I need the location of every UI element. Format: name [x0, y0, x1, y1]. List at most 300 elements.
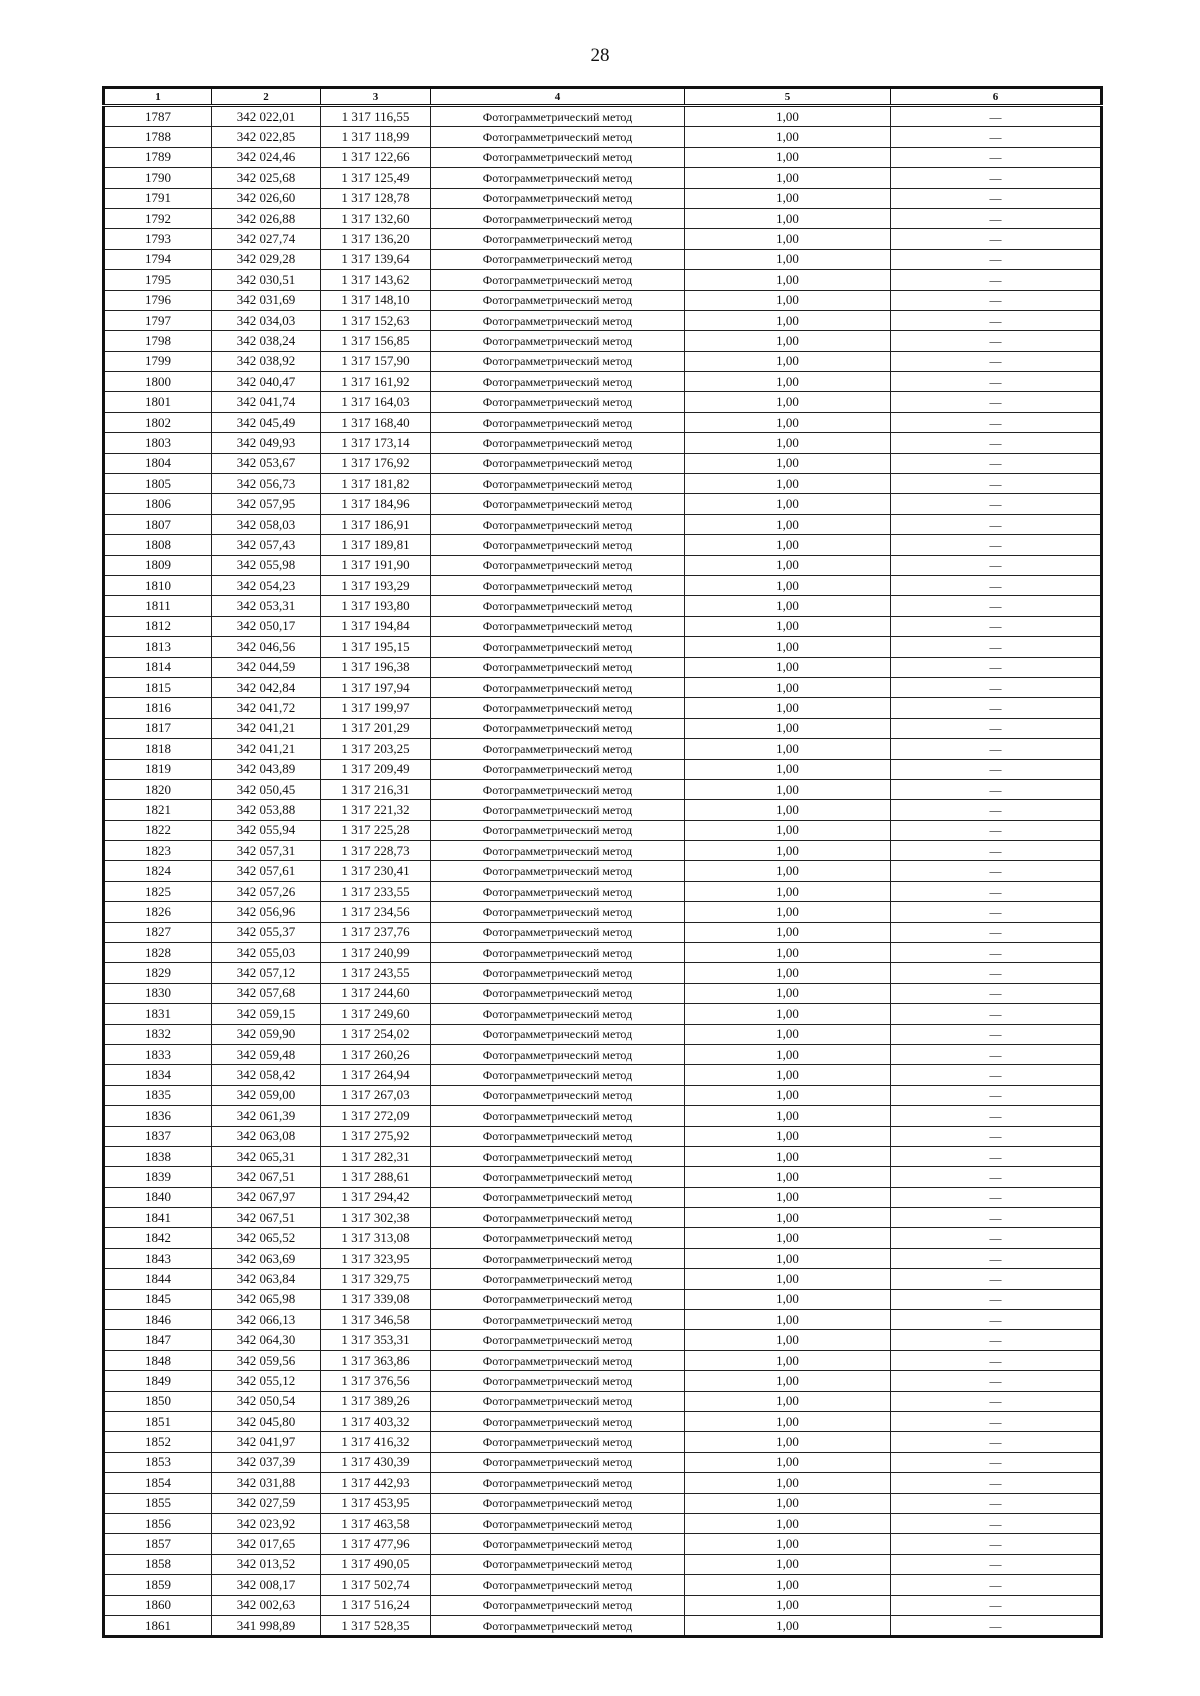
- point-number-cell: 1801: [104, 392, 212, 412]
- x-coordinate-cell: 342 067,51: [212, 1208, 321, 1228]
- point-number-cell: 1814: [104, 657, 212, 677]
- method-cell: Фотограмметрический метод: [431, 596, 685, 616]
- y-coordinate-cell: 1 317 118,99: [321, 127, 431, 147]
- accuracy-cell: 1,00: [685, 575, 891, 595]
- accuracy-cell: 1,00: [685, 677, 891, 697]
- table-row: [104, 290, 1102, 310]
- note-cell: —: [891, 963, 1102, 983]
- note-cell: —: [891, 1493, 1102, 1513]
- y-coordinate-cell: 1 317 189,81: [321, 535, 431, 555]
- x-coordinate-cell: 342 022,85: [212, 127, 321, 147]
- table-row: [104, 1412, 1102, 1432]
- point-number-cell: 1846: [104, 1310, 212, 1330]
- y-coordinate-cell: 1 317 225,28: [321, 820, 431, 840]
- table-row: [104, 1269, 1102, 1289]
- accuracy-cell: 1,00: [685, 718, 891, 738]
- note-cell: —: [891, 943, 1102, 963]
- accuracy-cell: 1,00: [685, 433, 891, 453]
- x-coordinate-cell: 342 042,84: [212, 677, 321, 697]
- accuracy-cell: 1,00: [685, 983, 891, 1003]
- method-cell: Фотограмметрический метод: [431, 1085, 685, 1105]
- accuracy-cell: 1,00: [685, 351, 891, 371]
- y-coordinate-cell: 1 317 288,61: [321, 1167, 431, 1187]
- point-number-cell: 1812: [104, 616, 212, 636]
- table-row: [104, 1187, 1102, 1207]
- accuracy-cell: 1,00: [685, 1228, 891, 1248]
- page-number: 28: [590, 45, 610, 66]
- y-coordinate-cell: 1 317 490,05: [321, 1554, 431, 1574]
- method-cell: Фотограмметрический метод: [431, 1187, 685, 1207]
- x-coordinate-cell: 342 041,72: [212, 698, 321, 718]
- y-coordinate-cell: 1 317 249,60: [321, 1004, 431, 1024]
- method-cell: Фотограмметрический метод: [431, 514, 685, 534]
- point-number-cell: 1861: [104, 1615, 212, 1636]
- accuracy-cell: 1,00: [685, 841, 891, 861]
- y-coordinate-cell: 1 317 125,49: [321, 168, 431, 188]
- accuracy-cell: 1,00: [685, 106, 891, 127]
- y-coordinate-cell: 1 317 346,58: [321, 1310, 431, 1330]
- note-cell: —: [891, 555, 1102, 575]
- accuracy-cell: 1,00: [685, 535, 891, 555]
- x-coordinate-cell: 342 038,92: [212, 351, 321, 371]
- note-cell: —: [891, 1228, 1102, 1248]
- table-row: [104, 514, 1102, 534]
- note-cell: —: [891, 1289, 1102, 1309]
- table-row: [104, 249, 1102, 269]
- note-cell: —: [891, 1513, 1102, 1533]
- y-coordinate-cell: 1 317 233,55: [321, 881, 431, 901]
- method-cell: Фотограмметрический метод: [431, 1412, 685, 1432]
- point-number-cell: 1857: [104, 1534, 212, 1554]
- x-coordinate-cell: 342 025,68: [212, 168, 321, 188]
- y-coordinate-cell: 1 317 197,94: [321, 677, 431, 697]
- x-coordinate-cell: 342 064,30: [212, 1330, 321, 1350]
- x-coordinate-cell: 342 063,08: [212, 1126, 321, 1146]
- table-row: [104, 1513, 1102, 1533]
- point-number-cell: 1821: [104, 800, 212, 820]
- accuracy-cell: 1,00: [685, 922, 891, 942]
- table-row: [104, 739, 1102, 759]
- table-row: [104, 820, 1102, 840]
- method-cell: Фотограмметрический метод: [431, 270, 685, 290]
- point-number-cell: 1822: [104, 820, 212, 840]
- note-cell: —: [891, 616, 1102, 636]
- method-cell: Фотограмметрический метод: [431, 1167, 685, 1187]
- accuracy-cell: 1,00: [685, 1534, 891, 1554]
- y-coordinate-cell: 1 317 196,38: [321, 657, 431, 677]
- note-cell: —: [891, 1248, 1102, 1268]
- accuracy-cell: 1,00: [685, 453, 891, 473]
- method-cell: Фотограмметрический метод: [431, 433, 685, 453]
- method-cell: Фотограмметрический метод: [431, 1228, 685, 1248]
- accuracy-cell: 1,00: [685, 881, 891, 901]
- note-cell: —: [891, 1391, 1102, 1411]
- x-coordinate-cell: 342 031,88: [212, 1473, 321, 1493]
- note-cell: —: [891, 596, 1102, 616]
- y-coordinate-cell: 1 317 272,09: [321, 1106, 431, 1126]
- note-cell: —: [891, 514, 1102, 534]
- note-cell: —: [891, 535, 1102, 555]
- method-cell: Фотограмметрический метод: [431, 1554, 685, 1574]
- accuracy-cell: 1,00: [685, 270, 891, 290]
- note-cell: —: [891, 372, 1102, 392]
- method-cell: Фотограмметрический метод: [431, 249, 685, 269]
- accuracy-cell: 1,00: [685, 1330, 891, 1350]
- table-row: [104, 779, 1102, 799]
- y-coordinate-cell: 1 317 528,35: [321, 1615, 431, 1636]
- accuracy-cell: 1,00: [685, 800, 891, 820]
- point-number-cell: 1793: [104, 229, 212, 249]
- point-number-cell: 1799: [104, 351, 212, 371]
- note-cell: —: [891, 902, 1102, 922]
- note-cell: —: [891, 983, 1102, 1003]
- method-cell: Фотограмметрический метод: [431, 208, 685, 228]
- method-cell: Фотограмметрический метод: [431, 372, 685, 392]
- table-row: [104, 1106, 1102, 1126]
- column-header: 4: [431, 88, 685, 106]
- x-coordinate-cell: 342 017,65: [212, 1534, 321, 1554]
- note-cell: —: [891, 1534, 1102, 1554]
- point-number-cell: 1806: [104, 494, 212, 514]
- x-coordinate-cell: 342 066,13: [212, 1310, 321, 1330]
- y-coordinate-cell: 1 317 132,60: [321, 208, 431, 228]
- method-cell: Фотограмметрический метод: [431, 331, 685, 351]
- table-row: [104, 657, 1102, 677]
- y-coordinate-cell: 1 317 191,90: [321, 555, 431, 575]
- accuracy-cell: 1,00: [685, 698, 891, 718]
- y-coordinate-cell: 1 317 389,26: [321, 1391, 431, 1411]
- table-row: [104, 759, 1102, 779]
- table-row: [104, 1146, 1102, 1166]
- note-cell: —: [891, 881, 1102, 901]
- point-number-cell: 1813: [104, 637, 212, 657]
- method-cell: Фотограмметрический метод: [431, 902, 685, 922]
- point-number-cell: 1840: [104, 1187, 212, 1207]
- note-cell: —: [891, 494, 1102, 514]
- x-coordinate-cell: 342 013,52: [212, 1554, 321, 1574]
- point-number-cell: 1824: [104, 861, 212, 881]
- table-row: [104, 983, 1102, 1003]
- note-cell: —: [891, 739, 1102, 759]
- point-number-cell: 1792: [104, 208, 212, 228]
- y-coordinate-cell: 1 317 254,02: [321, 1024, 431, 1044]
- accuracy-cell: 1,00: [685, 657, 891, 677]
- y-coordinate-cell: 1 317 516,24: [321, 1595, 431, 1615]
- method-cell: Фотограмметрический метод: [431, 494, 685, 514]
- note-cell: —: [891, 861, 1102, 881]
- point-number-cell: 1859: [104, 1575, 212, 1595]
- method-cell: Фотограмметрический метод: [431, 1044, 685, 1064]
- method-cell: Фотограмметрический метод: [431, 1065, 685, 1085]
- method-cell: Фотограмметрический метод: [431, 698, 685, 718]
- point-number-cell: 1837: [104, 1126, 212, 1146]
- note-cell: —: [891, 1126, 1102, 1146]
- method-cell: Фотограмметрический метод: [431, 1595, 685, 1615]
- x-coordinate-cell: 342 059,00: [212, 1085, 321, 1105]
- table-row: [104, 902, 1102, 922]
- method-cell: Фотограмметрический метод: [431, 575, 685, 595]
- x-coordinate-cell: 342 030,51: [212, 270, 321, 290]
- method-cell: Фотограмметрический метод: [431, 1350, 685, 1370]
- method-cell: Фотограмметрический метод: [431, 1330, 685, 1350]
- method-cell: Фотограмметрический метод: [431, 657, 685, 677]
- x-coordinate-cell: 342 055,94: [212, 820, 321, 840]
- x-coordinate-cell: 342 061,39: [212, 1106, 321, 1126]
- accuracy-cell: 1,00: [685, 290, 891, 310]
- method-cell: Фотограмметрический метод: [431, 1004, 685, 1024]
- accuracy-cell: 1,00: [685, 168, 891, 188]
- table-row: [104, 1167, 1102, 1187]
- x-coordinate-cell: 342 029,28: [212, 249, 321, 269]
- point-number-cell: 1849: [104, 1371, 212, 1391]
- y-coordinate-cell: 1 317 376,56: [321, 1371, 431, 1391]
- accuracy-cell: 1,00: [685, 1126, 891, 1146]
- x-coordinate-cell: 342 046,56: [212, 637, 321, 657]
- accuracy-cell: 1,00: [685, 208, 891, 228]
- y-coordinate-cell: 1 317 339,08: [321, 1289, 431, 1309]
- table-body: [104, 106, 1102, 1637]
- accuracy-cell: 1,00: [685, 1452, 891, 1472]
- method-cell: Фотограмметрический метод: [431, 1452, 685, 1472]
- point-number-cell: 1854: [104, 1473, 212, 1493]
- note-cell: —: [891, 392, 1102, 412]
- y-coordinate-cell: 1 317 363,86: [321, 1350, 431, 1370]
- y-coordinate-cell: 1 317 221,32: [321, 800, 431, 820]
- table-row: [104, 208, 1102, 228]
- x-coordinate-cell: 342 027,74: [212, 229, 321, 249]
- point-number-cell: 1826: [104, 902, 212, 922]
- table-row: [104, 1595, 1102, 1615]
- note-cell: —: [891, 841, 1102, 861]
- y-coordinate-cell: 1 317 453,95: [321, 1493, 431, 1513]
- accuracy-cell: 1,00: [685, 188, 891, 208]
- y-coordinate-cell: 1 317 209,49: [321, 759, 431, 779]
- table-row: [104, 331, 1102, 351]
- method-cell: Фотограмметрический метод: [431, 127, 685, 147]
- note-cell: —: [891, 1452, 1102, 1472]
- method-cell: Фотограмметрический метод: [431, 412, 685, 432]
- x-coordinate-cell: 342 038,24: [212, 331, 321, 351]
- point-number-cell: 1819: [104, 759, 212, 779]
- table-row: [104, 1289, 1102, 1309]
- point-number-cell: 1829: [104, 963, 212, 983]
- method-cell: Фотограмметрический метод: [431, 881, 685, 901]
- note-cell: —: [891, 270, 1102, 290]
- table-row: [104, 535, 1102, 555]
- table-row: [104, 1310, 1102, 1330]
- method-cell: Фотограмметрический метод: [431, 963, 685, 983]
- table-row: [104, 718, 1102, 738]
- y-coordinate-cell: 1 317 201,29: [321, 718, 431, 738]
- note-cell: —: [891, 1065, 1102, 1085]
- note-cell: —: [891, 718, 1102, 738]
- table-row: [104, 922, 1102, 942]
- method-cell: Фотограмметрический метод: [431, 1289, 685, 1309]
- point-number-cell: 1798: [104, 331, 212, 351]
- note-cell: —: [891, 474, 1102, 494]
- accuracy-cell: 1,00: [685, 249, 891, 269]
- y-coordinate-cell: 1 317 502,74: [321, 1575, 431, 1595]
- x-coordinate-cell: 342 057,12: [212, 963, 321, 983]
- y-coordinate-cell: 1 317 128,78: [321, 188, 431, 208]
- point-number-cell: 1834: [104, 1065, 212, 1085]
- note-cell: —: [891, 677, 1102, 697]
- point-number-cell: 1794: [104, 249, 212, 269]
- method-cell: Фотограмметрический метод: [431, 718, 685, 738]
- table-row: [104, 881, 1102, 901]
- accuracy-cell: 1,00: [685, 127, 891, 147]
- x-coordinate-cell: 342 055,12: [212, 1371, 321, 1391]
- note-cell: —: [891, 168, 1102, 188]
- y-coordinate-cell: 1 317 168,40: [321, 412, 431, 432]
- accuracy-cell: 1,00: [685, 310, 891, 330]
- method-cell: Фотограмметрический метод: [431, 1391, 685, 1411]
- table-row: [104, 310, 1102, 330]
- table-row: [104, 127, 1102, 147]
- method-cell: Фотограмметрический метод: [431, 310, 685, 330]
- point-number-cell: 1820: [104, 779, 212, 799]
- x-coordinate-cell: 342 022,01: [212, 106, 321, 127]
- point-number-cell: 1804: [104, 453, 212, 473]
- x-coordinate-cell: 342 053,88: [212, 800, 321, 820]
- y-coordinate-cell: 1 317 230,41: [321, 861, 431, 881]
- accuracy-cell: 1,00: [685, 963, 891, 983]
- x-coordinate-cell: 342 049,93: [212, 433, 321, 453]
- note-cell: —: [891, 290, 1102, 310]
- y-coordinate-cell: 1 317 193,80: [321, 596, 431, 616]
- table-row: [104, 1391, 1102, 1411]
- accuracy-cell: 1,00: [685, 1595, 891, 1615]
- x-coordinate-cell: 342 057,68: [212, 983, 321, 1003]
- x-coordinate-cell: 342 031,69: [212, 290, 321, 310]
- point-number-cell: 1791: [104, 188, 212, 208]
- point-number-cell: 1850: [104, 1391, 212, 1411]
- accuracy-cell: 1,00: [685, 474, 891, 494]
- point-number-cell: 1845: [104, 1289, 212, 1309]
- point-number-cell: 1842: [104, 1228, 212, 1248]
- table-row: [104, 1248, 1102, 1268]
- method-cell: Фотограмметрический метод: [431, 1269, 685, 1289]
- y-coordinate-cell: 1 317 463,58: [321, 1513, 431, 1533]
- accuracy-cell: 1,00: [685, 739, 891, 759]
- note-cell: —: [891, 147, 1102, 167]
- y-coordinate-cell: 1 317 403,32: [321, 1412, 431, 1432]
- note-cell: —: [891, 1350, 1102, 1370]
- table-row: [104, 1350, 1102, 1370]
- y-coordinate-cell: 1 317 156,85: [321, 331, 431, 351]
- y-coordinate-cell: 1 317 244,60: [321, 983, 431, 1003]
- coordinates-table: [102, 86, 1103, 1638]
- table-row: [104, 494, 1102, 514]
- point-number-cell: 1832: [104, 1024, 212, 1044]
- point-number-cell: 1803: [104, 433, 212, 453]
- note-cell: —: [891, 433, 1102, 453]
- method-cell: Фотограмметрический метод: [431, 555, 685, 575]
- method-cell: Фотограмметрический метод: [431, 1024, 685, 1044]
- x-coordinate-cell: 342 055,03: [212, 943, 321, 963]
- accuracy-cell: 1,00: [685, 372, 891, 392]
- point-number-cell: 1802: [104, 412, 212, 432]
- note-cell: —: [891, 1024, 1102, 1044]
- accuracy-cell: 1,00: [685, 412, 891, 432]
- y-coordinate-cell: 1 317 234,56: [321, 902, 431, 922]
- point-number-cell: 1839: [104, 1167, 212, 1187]
- y-coordinate-cell: 1 317 136,20: [321, 229, 431, 249]
- accuracy-cell: 1,00: [685, 1310, 891, 1330]
- table-row: [104, 1004, 1102, 1024]
- table-row: [104, 1330, 1102, 1350]
- accuracy-cell: 1,00: [685, 1473, 891, 1493]
- accuracy-cell: 1,00: [685, 1065, 891, 1085]
- accuracy-cell: 1,00: [685, 1289, 891, 1309]
- x-coordinate-cell: 342 063,69: [212, 1248, 321, 1268]
- x-coordinate-cell: 342 059,15: [212, 1004, 321, 1024]
- point-number-cell: 1805: [104, 474, 212, 494]
- point-number-cell: 1848: [104, 1350, 212, 1370]
- x-coordinate-cell: 342 057,31: [212, 841, 321, 861]
- point-number-cell: 1796: [104, 290, 212, 310]
- x-coordinate-cell: 342 041,21: [212, 739, 321, 759]
- y-coordinate-cell: 1 317 294,42: [321, 1187, 431, 1207]
- y-coordinate-cell: 1 317 116,55: [321, 106, 431, 127]
- method-cell: Фотограмметрический метод: [431, 983, 685, 1003]
- point-number-cell: 1795: [104, 270, 212, 290]
- method-cell: Фотограмметрический метод: [431, 1513, 685, 1533]
- y-coordinate-cell: 1 317 161,92: [321, 372, 431, 392]
- accuracy-cell: 1,00: [685, 596, 891, 616]
- column-header: 5: [685, 88, 891, 106]
- point-number-cell: 1808: [104, 535, 212, 555]
- x-coordinate-cell: 342 026,88: [212, 208, 321, 228]
- y-coordinate-cell: 1 317 173,14: [321, 433, 431, 453]
- note-cell: —: [891, 1371, 1102, 1391]
- point-number-cell: 1831: [104, 1004, 212, 1024]
- x-coordinate-cell: 342 008,17: [212, 1575, 321, 1595]
- table-row: [104, 1575, 1102, 1595]
- x-coordinate-cell: 342 023,92: [212, 1513, 321, 1533]
- table-row: [104, 1085, 1102, 1105]
- y-coordinate-cell: 1 317 302,38: [321, 1208, 431, 1228]
- y-coordinate-cell: 1 317 240,99: [321, 943, 431, 963]
- accuracy-cell: 1,00: [685, 1554, 891, 1574]
- method-cell: Фотограмметрический метод: [431, 1493, 685, 1513]
- accuracy-cell: 1,00: [685, 1187, 891, 1207]
- point-number-cell: 1816: [104, 698, 212, 718]
- point-number-cell: 1789: [104, 147, 212, 167]
- x-coordinate-cell: 342 041,21: [212, 718, 321, 738]
- y-coordinate-cell: 1 317 282,31: [321, 1146, 431, 1166]
- method-cell: Фотограмметрический метод: [431, 147, 685, 167]
- x-coordinate-cell: 342 044,59: [212, 657, 321, 677]
- method-cell: Фотограмметрический метод: [431, 1310, 685, 1330]
- point-number-cell: 1807: [104, 514, 212, 534]
- table-row: [104, 943, 1102, 963]
- y-coordinate-cell: 1 317 184,96: [321, 494, 431, 514]
- table-row: [104, 1473, 1102, 1493]
- y-coordinate-cell: 1 317 228,73: [321, 841, 431, 861]
- method-cell: Фотограмметрический метод: [431, 779, 685, 799]
- x-coordinate-cell: 342 027,59: [212, 1493, 321, 1513]
- point-number-cell: 1844: [104, 1269, 212, 1289]
- point-number-cell: 1809: [104, 555, 212, 575]
- accuracy-cell: 1,00: [685, 1371, 891, 1391]
- y-coordinate-cell: 1 317 164,03: [321, 392, 431, 412]
- method-cell: Фотограмметрический метод: [431, 1534, 685, 1554]
- note-cell: —: [891, 331, 1102, 351]
- note-cell: —: [891, 1269, 1102, 1289]
- table-row: [104, 677, 1102, 697]
- point-number-cell: 1810: [104, 575, 212, 595]
